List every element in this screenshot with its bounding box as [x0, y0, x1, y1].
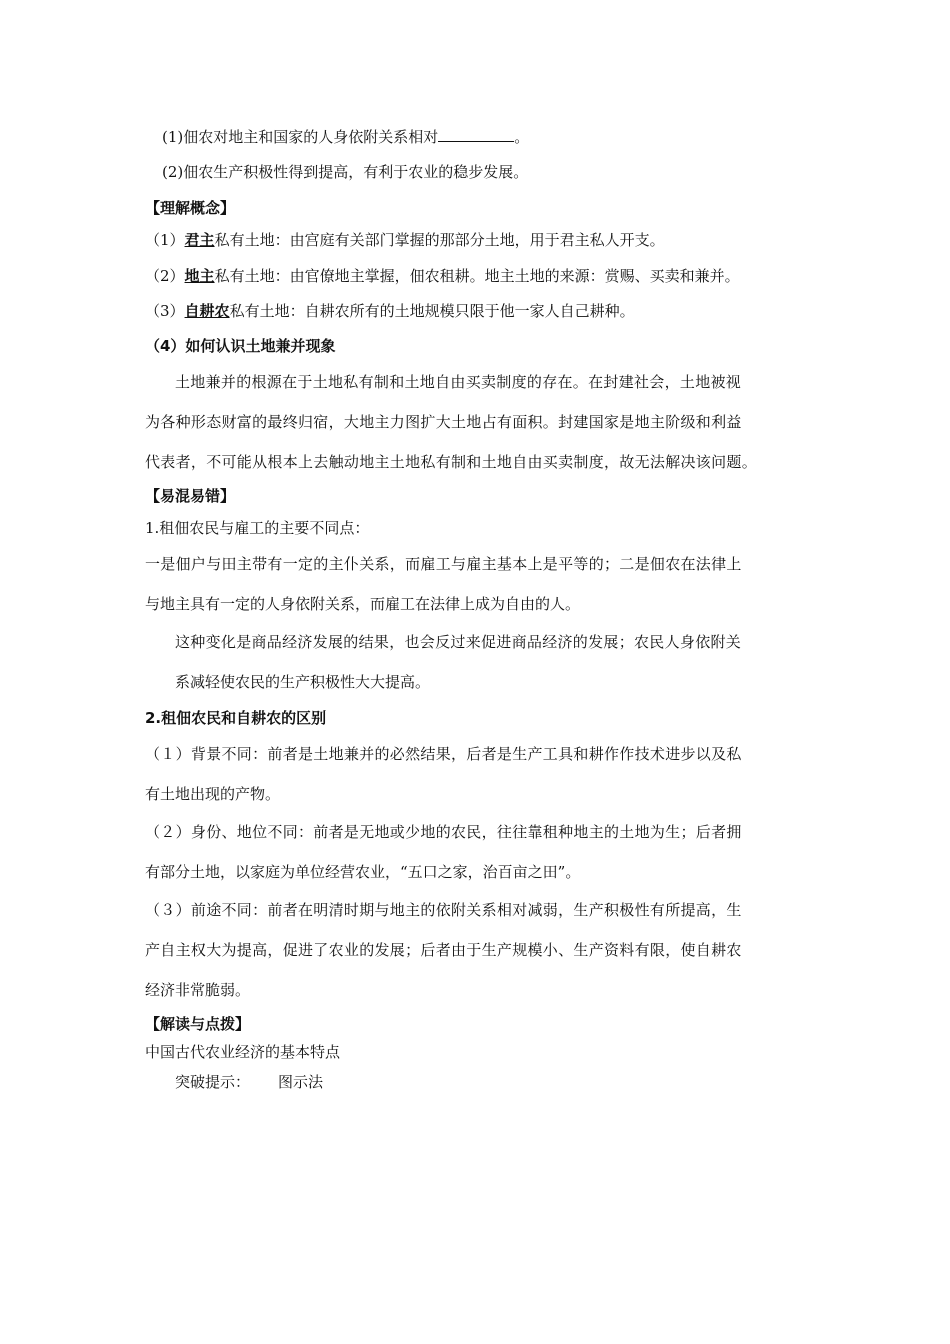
paragraph-line: 一是佃户与田主带有一定的主仆关系，而雇工与雇主基本上是平等的；二是佃农在法律上: [145, 555, 742, 573]
question-2-title: 2.租佃农民和自耕农的区别: [145, 709, 327, 727]
concept-term: 自耕农: [184, 302, 230, 320]
concept-term: 地主: [184, 267, 215, 285]
confusion-heading: 【易混易错】: [145, 487, 236, 505]
concept-text: 私有土地：由宫庭有关部门掌握的那部分土地，用于君主私人开支。: [214, 231, 665, 249]
paragraph-line: 与地主具有一定的人身依附关系，而雇工在法律上成为自由的人。: [145, 595, 581, 613]
item-1-text: (1)佃农对地主和国家的人身依附关系相对: [162, 128, 439, 146]
reading-heading: 【解读与点拨】: [145, 1015, 251, 1033]
paragraph-line: （３）前途不同：前者在明清时期与地主的依附关系相对减弱，生产积极性有所提高，生: [145, 901, 742, 919]
paragraph-line: 产自主权大为提高，促进了农业的发展；后者由于生产规模小、生产资料有限，使自耕农: [145, 941, 742, 959]
item-1-end: 。: [514, 128, 530, 146]
paragraph-line: 有土地出现的产物。: [145, 785, 281, 803]
paragraph-line: （１）背景不同：前者是土地兼并的必然结果，后者是生产工具和耕作作技术进步以及私: [145, 745, 742, 763]
note-line: 系减轻使农民的生产积极性大大提高。: [175, 673, 431, 691]
concept-item-1: [145, 230, 665, 250]
tip-line: [175, 1072, 323, 1092]
reading-line: 中国古代农业经济的基本特点: [145, 1043, 341, 1061]
concept-sub-heading: （4）如何认识土地兼并现象: [145, 337, 336, 355]
paragraph-line: （２）身份、地位不同：前者是无地或少地的农民，往往靠租种地主的土地为生；后者拥: [145, 823, 742, 841]
concepts-heading: 【理解概念】: [145, 199, 236, 217]
paragraph-line: 为各种形态财富的最终归宿，大地主力图扩大土地占有面积。封建国家是地主阶级和利益: [145, 413, 742, 431]
item-1: [162, 126, 529, 147]
paragraph-line: 经济非常脆弱。: [145, 981, 251, 999]
concept-text: 私有土地：由官僚地主掌握，佃农租耕。地主土地的来源：赏赐、买卖和兼并。: [214, 267, 740, 285]
concept-num: （2）: [145, 267, 185, 285]
paragraph-line: 代表者，不可能从根本上去触动地主土地私有制和土地自由买卖制度，故无法解决该问题。: [145, 453, 758, 471]
concept-text: 私有土地：自耕农所有的土地规模只限于他一家人自己耕种。: [229, 302, 635, 320]
concept-item-3: [145, 301, 635, 321]
paragraph-line: 土地兼并的根源在于土地私有制和土地自由买卖制度的存在。在封建社会，土地被视: [175, 373, 742, 391]
concept-item-2: [145, 266, 740, 286]
fill-blank: [438, 126, 514, 142]
note-line: 这种变化是商品经济发展的结果，也会反过来促进商品经济的发展；农民人身依附关: [175, 633, 742, 651]
tip-value: 图示法: [278, 1073, 324, 1091]
concept-num: （1）: [145, 231, 185, 249]
item-2: (2)佃农生产积极性得到提高，有利于农业的稳步发展。: [162, 163, 529, 181]
paragraph-line: 有部分土地，以家庭为单位经营农业，“五口之家，治百亩之田”。: [145, 863, 581, 881]
question-1-title: 1.租佃农民与雇工的主要不同点：: [145, 519, 370, 537]
tip-label: 突破提示：: [175, 1073, 251, 1091]
concept-term: 君主: [184, 231, 215, 249]
concept-num: （3）: [145, 302, 185, 320]
